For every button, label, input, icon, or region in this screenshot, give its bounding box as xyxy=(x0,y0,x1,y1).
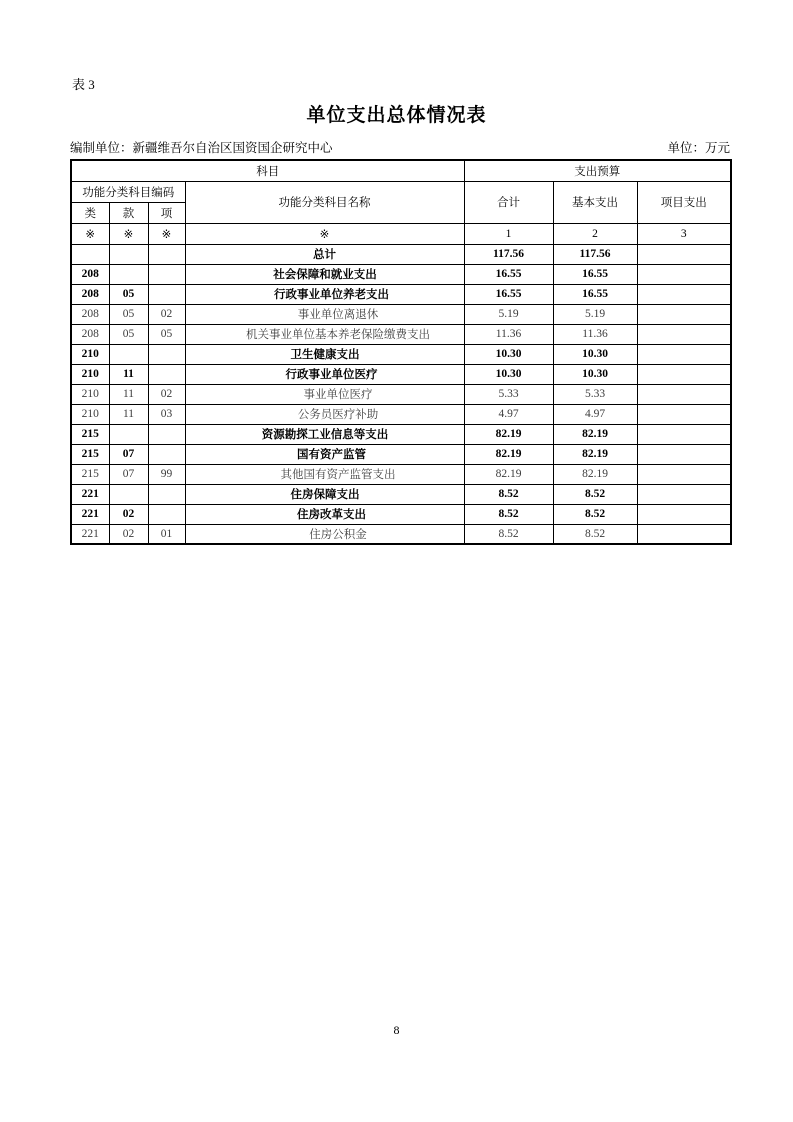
name-cell: 国有资产监管 xyxy=(185,444,464,464)
project-cell xyxy=(637,444,731,464)
name-cell: 行政事业单位养老支出 xyxy=(185,284,464,304)
header-code-class: 类 xyxy=(71,202,109,223)
basic-cell: 10.30 xyxy=(553,364,637,384)
name-cell: 公务员医疗补助 xyxy=(185,404,464,424)
code-section-cell: 05 xyxy=(109,304,148,324)
total-cell: 10.30 xyxy=(464,364,553,384)
code-item-cell xyxy=(148,264,185,284)
code-section-cell xyxy=(109,424,148,444)
mark-cell: 2 xyxy=(553,223,637,244)
header-row-1 xyxy=(71,160,731,181)
table-row xyxy=(71,364,731,384)
code-class-cell: 210 xyxy=(71,384,109,404)
code-class-cell: 215 xyxy=(71,444,109,464)
header-code-item: 项 xyxy=(148,202,185,223)
code-item-cell: 01 xyxy=(148,524,185,544)
code-section-cell xyxy=(109,484,148,504)
code-item-cell xyxy=(148,444,185,464)
project-cell xyxy=(637,484,731,504)
total-cell: 16.55 xyxy=(464,264,553,284)
code-class-cell: 210 xyxy=(71,364,109,384)
basic-cell: 82.19 xyxy=(553,464,637,484)
page-title: 单位支出总体情况表 xyxy=(306,105,487,126)
total-cell: 5.19 xyxy=(464,304,553,324)
total-cell: 82.19 xyxy=(464,464,553,484)
code-item-cell xyxy=(148,364,185,384)
total-cell: 8.52 xyxy=(464,524,553,544)
basic-cell: 8.52 xyxy=(553,484,637,504)
name-cell: 事业单位离退休 xyxy=(185,304,464,324)
code-section-cell: 07 xyxy=(109,464,148,484)
code-class-cell: 208 xyxy=(71,324,109,344)
expenditure-table xyxy=(70,159,732,545)
name-cell: 社会保障和就业支出 xyxy=(185,264,464,284)
table-row xyxy=(71,264,731,284)
header-total-col: 合计 xyxy=(464,181,553,223)
table-row xyxy=(71,424,731,444)
project-cell xyxy=(637,364,731,384)
code-class-cell: 215 xyxy=(71,424,109,444)
code-class-cell: 208 xyxy=(71,284,109,304)
table-row xyxy=(71,524,731,544)
name-cell: 事业单位医疗 xyxy=(185,384,464,404)
table-label: 表 3 xyxy=(72,77,95,92)
basic-cell: 11.36 xyxy=(553,324,637,344)
total-cell: 4.97 xyxy=(464,404,553,424)
header-name-col: 功能分类科目名称 xyxy=(185,181,464,223)
meta-row xyxy=(70,138,730,156)
project-cell xyxy=(637,284,731,304)
code-item-cell xyxy=(148,504,185,524)
total-cell: 5.33 xyxy=(464,384,553,404)
name-cell: 住房保障支出 xyxy=(185,484,464,504)
header-subject: 科目 xyxy=(71,160,464,181)
table-row xyxy=(71,244,731,264)
total-cell: 16.55 xyxy=(464,284,553,304)
mark-cell: 3 xyxy=(637,223,731,244)
project-cell xyxy=(637,524,731,544)
code-section-cell xyxy=(109,244,148,264)
basic-cell: 5.19 xyxy=(553,304,637,324)
table-row xyxy=(71,504,731,524)
total-cell: 8.52 xyxy=(464,484,553,504)
name-cell: 住房公积金 xyxy=(185,524,464,544)
project-cell xyxy=(637,404,731,424)
unit-note: 单位：万元 xyxy=(667,141,730,155)
code-class-cell: 210 xyxy=(71,404,109,424)
code-class-cell: 221 xyxy=(71,484,109,504)
project-cell xyxy=(637,344,731,364)
table-row xyxy=(71,284,731,304)
table-row xyxy=(71,484,731,504)
basic-cell: 16.55 xyxy=(553,264,637,284)
code-item-cell: 02 xyxy=(148,304,185,324)
total-cell: 10.30 xyxy=(464,344,553,364)
table-header xyxy=(71,160,731,244)
table-row xyxy=(71,324,731,344)
table-row xyxy=(71,444,731,464)
project-cell xyxy=(637,384,731,404)
table-row xyxy=(71,344,731,364)
table-row xyxy=(71,384,731,404)
total-cell: 117.56 xyxy=(464,244,553,264)
code-item-cell: 05 xyxy=(148,324,185,344)
name-cell: 卫生健康支出 xyxy=(185,344,464,364)
header-code-group: 功能分类科目编码 xyxy=(71,181,185,202)
name-cell: 总计 xyxy=(185,244,464,264)
code-section-cell: 02 xyxy=(109,504,148,524)
basic-cell: 10.30 xyxy=(553,344,637,364)
code-class-cell: 221 xyxy=(71,524,109,544)
code-class-cell: 208 xyxy=(71,304,109,324)
code-item-cell xyxy=(148,244,185,264)
table-row xyxy=(71,464,731,484)
total-cell: 82.19 xyxy=(464,444,553,464)
basic-cell: 117.56 xyxy=(553,244,637,264)
basic-cell: 16.55 xyxy=(553,284,637,304)
total-cell: 8.52 xyxy=(464,504,553,524)
mark-cell: ※ xyxy=(71,223,109,244)
header-basic-col: 基本支出 xyxy=(553,181,637,223)
code-class-cell: 210 xyxy=(71,344,109,364)
code-section-cell: 02 xyxy=(109,524,148,544)
table-row xyxy=(71,304,731,324)
prepared-by: 编制单位：新疆维吾尔自治区国资国企研究中心 xyxy=(70,141,333,155)
basic-cell: 82.19 xyxy=(553,444,637,464)
code-item-cell xyxy=(148,484,185,504)
basic-cell: 8.52 xyxy=(553,524,637,544)
project-cell xyxy=(637,304,731,324)
code-section-cell xyxy=(109,264,148,284)
header-code-section: 款 xyxy=(109,202,148,223)
total-cell: 82.19 xyxy=(464,424,553,444)
code-item-cell xyxy=(148,284,185,304)
name-cell: 机关事业单位基本养老保险缴费支出 xyxy=(185,324,464,344)
code-section-cell: 07 xyxy=(109,444,148,464)
code-item-cell xyxy=(148,344,185,364)
project-cell xyxy=(637,324,731,344)
code-class-cell xyxy=(71,244,109,264)
code-section-cell: 05 xyxy=(109,324,148,344)
project-cell xyxy=(637,424,731,444)
project-cell xyxy=(637,464,731,484)
code-class-cell: 208 xyxy=(71,264,109,284)
code-section-cell: 11 xyxy=(109,364,148,384)
code-class-cell: 221 xyxy=(71,504,109,524)
code-section-cell: 11 xyxy=(109,404,148,424)
basic-cell: 82.19 xyxy=(553,424,637,444)
code-section-cell xyxy=(109,344,148,364)
page-number: 8 xyxy=(393,1023,400,1037)
code-section-cell: 05 xyxy=(109,284,148,304)
mark-cell: ※ xyxy=(148,223,185,244)
code-item-cell: 03 xyxy=(148,404,185,424)
header-budget: 支出预算 xyxy=(464,160,731,181)
code-item-cell: 02 xyxy=(148,384,185,404)
header-project-col: 项目支出 xyxy=(637,181,731,223)
project-cell xyxy=(637,264,731,284)
code-class-cell: 215 xyxy=(71,464,109,484)
basic-cell: 4.97 xyxy=(553,404,637,424)
header-row-2 xyxy=(71,181,731,202)
code-item-cell: 99 xyxy=(148,464,185,484)
table-row xyxy=(71,404,731,424)
table-body xyxy=(71,244,731,544)
code-section-cell: 11 xyxy=(109,384,148,404)
name-cell: 住房改革支出 xyxy=(185,504,464,524)
mark-cell: ※ xyxy=(109,223,148,244)
name-cell: 资源勘探工业信息等支出 xyxy=(185,424,464,444)
basic-cell: 5.33 xyxy=(553,384,637,404)
mark-cell: ※ xyxy=(185,223,464,244)
header-row-marks xyxy=(71,223,731,244)
total-cell: 11.36 xyxy=(464,324,553,344)
project-cell xyxy=(637,504,731,524)
project-cell xyxy=(637,244,731,264)
basic-cell: 8.52 xyxy=(553,504,637,524)
name-cell: 其他国有资产监管支出 xyxy=(185,464,464,484)
code-item-cell xyxy=(148,424,185,444)
name-cell: 行政事业单位医疗 xyxy=(185,364,464,384)
mark-cell: 1 xyxy=(464,223,553,244)
